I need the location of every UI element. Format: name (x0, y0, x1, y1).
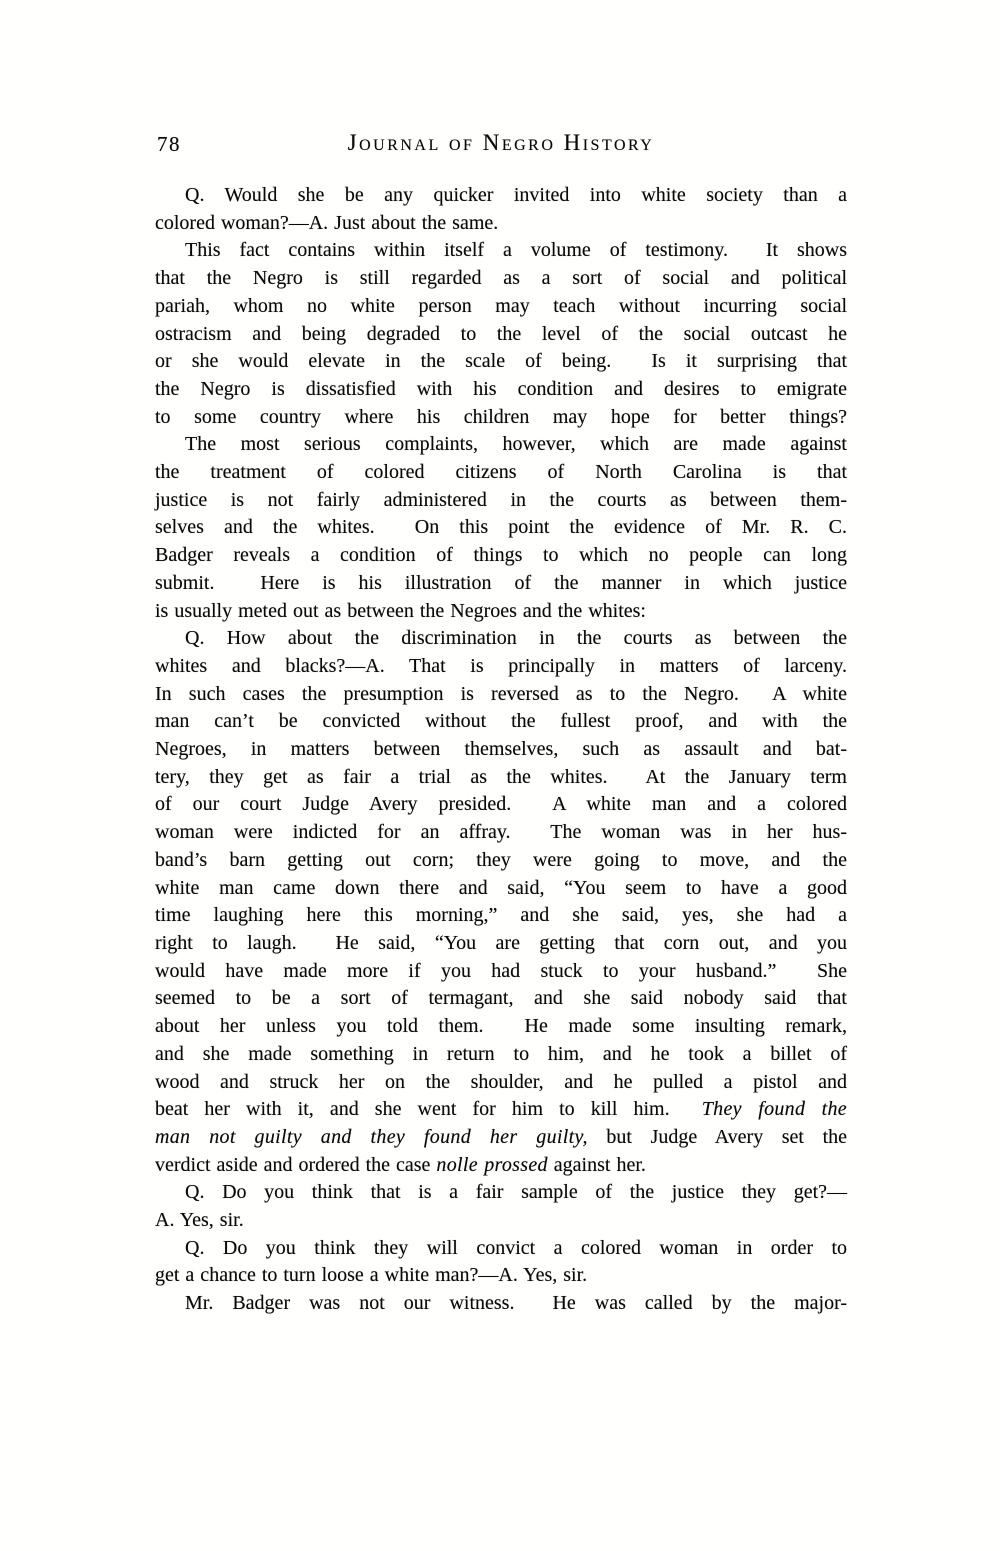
text-line: Q. Do you think that is a fair sample of the justice they get?— (185, 1181, 847, 1204)
text-line: submit. Here is his illustration of the manner in which justice (155, 571, 847, 594)
text-line: Q. Do you think they will convict a colored woman in order to (185, 1236, 847, 1259)
text-line: selves and the whites. On this point the evidence of Mr. R. C. (155, 516, 847, 539)
text-line: ostracism and being degraded to the level of the social outcast he (155, 322, 847, 345)
text-line: seemed to be a sort of termagant, and she said nobody said that (155, 987, 847, 1010)
text-line: to some country where his children may hope for better things? (155, 405, 847, 428)
text-line: and she made something in return to him, and he took a billet of (155, 1042, 847, 1065)
text-line: Mr. Badger was not our witness. He was called by the major- (185, 1292, 847, 1315)
text-line: wood and struck her on the shoulder, and he pulled a pistol and (155, 1070, 847, 1093)
text-line: would have made more if you had stuck to your husband.” She (155, 959, 847, 982)
text-line: justice is not fairly administered in the courts as between them- (155, 488, 847, 511)
text-line: beat her with it, and she went for him to kill him. They found the (155, 1098, 847, 1121)
running-head (155, 130, 847, 160)
paragraph (155, 237, 847, 431)
text-line: colored woman?—A. Just about the same. (155, 211, 499, 234)
text-line: band’s barn getting out corn; they were going to move, and the (155, 848, 847, 871)
text-line: Q. How about the discrimination in the courts as between the (185, 627, 847, 650)
paragraph (155, 1179, 847, 1234)
text-line: man can’t be convicted without the fullest proof, and with the (155, 710, 847, 733)
text-line: man not guilty and they found her guilty, but Judge Avery set the (155, 1125, 847, 1148)
text-line: Negroes, in matters between themselves, such as assault and bat- (155, 738, 847, 761)
text-line: the Negro is dissatisfied with his condition and desires to emigrate (155, 377, 847, 400)
page-number: 78 (157, 132, 181, 156)
paragraph (155, 1290, 847, 1318)
paragraph (155, 625, 847, 1179)
text-line: This fact contains within itself a volume of testimony. It shows (185, 239, 847, 262)
text-line: is usually meted out as between the Negroes and the whites: (155, 599, 646, 622)
text-line: Q. Would she be any quicker invited into white society than a (185, 184, 847, 206)
text-line: In such cases the presumption is reversed as to the Negro. A white (155, 682, 847, 705)
text-line: about her unless you told them. He made some insulting remark, (155, 1015, 847, 1038)
text-line: that the Negro is still regarded as a sort of social and political (155, 267, 847, 290)
text-line: whites and blacks?—A. That is principally in matters of larceny. (155, 654, 847, 677)
paragraph (155, 1235, 847, 1290)
text-line: tery, they get as fair a trial as the whites. At the January term (155, 765, 847, 788)
text-line: Badger reveals a condition of things to which no people can long (155, 544, 847, 567)
paragraph (155, 431, 847, 625)
text-line: time laughing here this morning,” and she said, yes, she had a (155, 904, 847, 927)
text-line: A. Yes, sir. (155, 1209, 244, 1232)
text-line: of our court Judge Avery presided. A white man and a colored (155, 793, 847, 816)
text-line: verdict aside and ordered the case nolle prossed against her. (155, 1153, 646, 1176)
text-line: woman were indicted for an affray. The woman was in her hus- (155, 821, 847, 844)
text-line: white man came down there and said, “You seem to have a good (155, 876, 847, 899)
text-line: or she would elevate in the scale of being. Is it surprising that (155, 350, 847, 373)
text-line: get a chance to turn loose a white man?—A. Yes, sir. (155, 1264, 588, 1287)
text-line: right to laugh. He said, “You are getting that corn out, and you (155, 931, 847, 954)
text-line: the treatment of colored citizens of North Carolina is that (155, 461, 847, 484)
text-line: pariah, whom no white person may teach without incurring social (155, 294, 847, 317)
text-block (155, 182, 847, 1318)
paragraph (155, 182, 847, 237)
text-line: The most serious complaints, however, which are made against (185, 433, 847, 456)
journal-title: Journal of Negro History (347, 130, 655, 155)
